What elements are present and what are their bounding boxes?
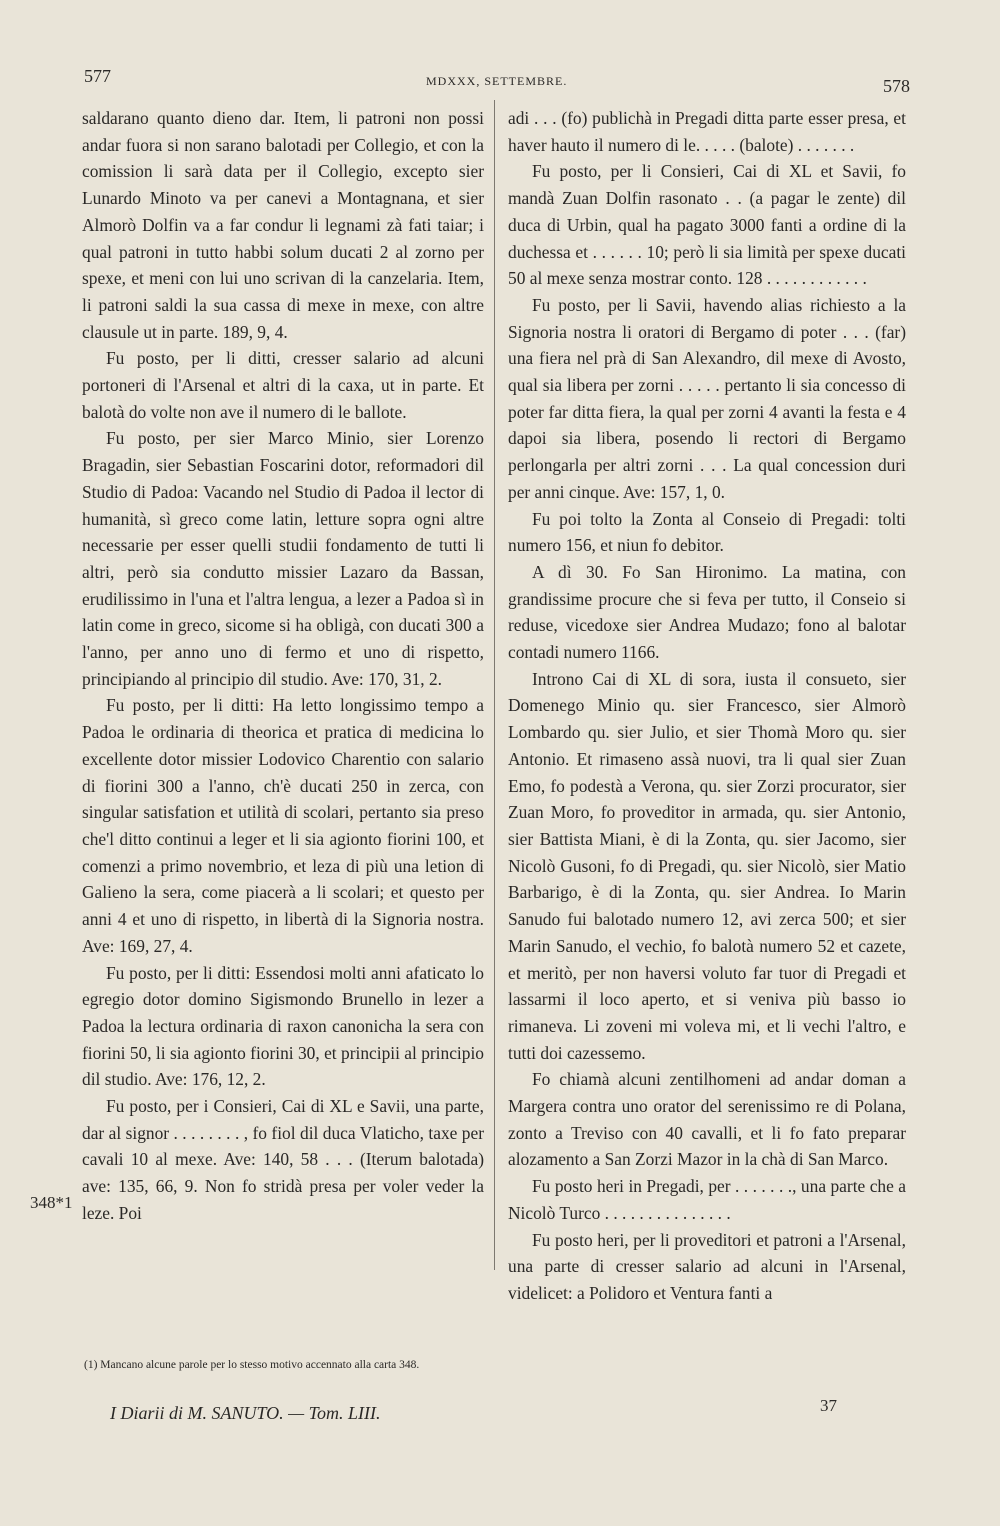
paragraph: Fu poi tolto la Zonta al Conseio di Pregadi: tolti numero 156, et niun fo debitor. <box>508 508 906 556</box>
footer-title: I Diarii di M. SANUTO. — Tom. LIII. <box>110 1403 381 1423</box>
paragraph: Fu posto, per li Consieri, Cai di XL et Savii, fo mandà Zuan Dolfin rasonato . . (a pagar le zente) dil duca di Urbin, qual ha pagato 3000 fanti a ordine di la duchessa et . . . . . . 10; però li sia limità per spexe ducati 50 al mexe senza mostrar conto. 128 . . . . . . . . . . . . <box>508 161 906 289</box>
paragraph: Fu posto, per li ditti: Essendosi molti anni afaticato lo egregio dotor domino Sigismondo Brunello in lezer a Padoa la lectura ordinaria di raxon canonicha la sera con fiorini 50, li sia agionto fiorini 30, et principii al principio dil studio. Ave: 176, 12, 2. <box>82 962 484 1090</box>
column-divider <box>494 100 495 1270</box>
paragraph: Fu posto heri, per li proveditori et patroni a l'Arsenal, una parte di cresser salario ad alcuni in l'Arsenal, videlicet: a Polidoro et Ventura fanti a <box>508 1229 906 1303</box>
paragraph: Fu posto, per i Consieri, Cai di XL e Savii, una parte, dar al signor . . . . . . . . , fo fiol dil duca Vlaticho, taxe per cavali 10 al mexe. Ave: 140, 58 . . . (Iterum balotada) ave: 135, 66, 9. Non fo stridà presa per voler veder la leze. Poi <box>82 1096 484 1223</box>
right-column <box>508 105 906 1307</box>
paragraph: Fu posto, per li Savii, havendo alias richiesto a la Signoria nostra li oratori di Bergamo di poter . . . (far) una fiera nel prà di San Alexandro, dil mexe di Avosto, qual sia libera per zorni . . . . . pertanto li sia concesso di poter far ditta fiera, la qual per zorni 4 avanti la festa e 4 dapoi sia libera, posendo li rectori di Bergamo perlongarla per altri zorni . . . La qual concession duri per anni cinque. Ave: 157, 1, 0. <box>508 294 906 502</box>
left-page-number: 577 <box>84 66 111 86</box>
right-page-number: 578 <box>883 76 910 96</box>
paragraph: saldarano quanto dieno dar. Item, li patroni non possi andar fuora si non sarano balotadi per Collegio, et con la comission li sarà data per il Collegio, excepto sier Lunardo Minoto va per canevi a Montagnana, et sier Almorò Dolfin va a far condur li legnami zà fati taiar; i qual patroni in tutto habbi solum ducati 2 al zorno per spexe, et meni con lui uno scrivan di la canzelaria. Item, li patroni saldi la sua cassa di mexe in mexe, con altre clausule ut in parte. 189, 9, 4. <box>82 108 484 342</box>
page-header <box>84 66 910 96</box>
paragraph: Fu posto heri in Pregadi, per . . . . . . ., una parte che a Nicolò Turco . . . . . . . . . . . . . . . <box>508 1176 906 1223</box>
paragraph: Fu posto, per li ditti, cresser salario ad alcuni portoneri di l'Arsenal et altri di la caxa, ut in parte. Et balotà do volte non ave il numero di le ballote. <box>82 348 484 422</box>
paragraph: Fo chiamà alcuni zentilhomeni ad andar doman a Margera contra uno orator del serenissimo re di Polana, zonto a Treviso con 40 cavalli, et li fo fato preparar alozamento a San Zorzi Mazor in la chà di San Marco. <box>508 1069 906 1170</box>
margin-note: 348*1 <box>30 1193 73 1212</box>
paragraph: A dì 30. Fo San Hironimo. La matina, con grandissime procure che si feva per tutto, il Conseio si reduse, vicedoxe sier Andrea Mudazo; fono al balotar contadi numero 1166. <box>508 561 906 663</box>
signature-mark: 37 <box>820 1396 837 1415</box>
paragraph: Fu posto, per li ditti: Ha letto longissimo tempo a Padoa le ordinaria di theorica et pratica di medicina lo excellente dotor missier Lodovico Charentio con salario di fiorini 300 a l'anno, ch'è ducati 250 in zerca, con singular satisfation et utilità di scolari, pertanto sia preso che'l ditto continui a leger et li sia agionto fiorini 100, et comenzi a primo novembrio, et leza di più una letion di Galieno la sera, come piacerà a li scolari; et questo per anni 4 et uno di rispetto, in libertà di la Signoria nostra. Ave: 169, 27, 4. <box>82 695 484 956</box>
running-head: MDXXX, SETTEMBRE. <box>426 74 568 88</box>
paragraph: adi . . . (fo) publichà in Pregadi ditta parte esser presa, et haver hauto il numero di le. . . . . (balote) . . . . . . . <box>508 108 906 155</box>
footnote: (1) Mancano alcune parole per lo stesso motivo accennato alla carta 348. <box>84 1359 420 1371</box>
paragraph: Introno Cai di XL di sora, iusta il consueto, sier Domenego Minio qu. sier Francesco, sier Almorò Lombardo qu. sier Julio, et sier Thomà Moro qu. sier Antonio. Et rimaseno assà nuovi, tra li qual sier Zuan Emo, fo podestà a Verona, qu. sier Zorzi procurator, sier Zuan Moro, fo proveditor in armada, qu. sier Antonio, sier Battista Miani, è di la Zonta, qu. sier Jacomo, sier Nicolò Gusoni, fo di Pregadi, qu. sier Nicolò, sier Matio Barbarigo, è di la Zonta, qu. sier Andrea. Io Marin Sanudo fui balotado numero 12, avi zerca 500; et sier Marin Sanudo, el vechio, fo balotà numero 52 et cazete, et meritò, per non haversi voluto far tuor di Pregadi et lassarmi il loco aperto, et si veniva più basso io rimaneva. Li zoveni mi voleva mi, et li vechi l'altro, e tutti doi cazessemo. <box>508 668 906 1063</box>
left-column <box>82 105 484 1227</box>
paragraph: Fu posto, per sier Marco Minio, sier Lorenzo Bragadin, sier Sebastian Foscarini dotor, reformadori dil Studio di Padoa: Vacando nel Studio di Padoa il lector di humanità, sì greco come latin, letture sopra ogni altre necessarie per esser quelli studii fondamento de tutti li altri, però sia condutto missier Lazaro da Bassan, erudilissimo in l'una et l'altra lengua, a lezer a Padoa sì in latin come in greco, sicome si ha obligà, con ducati 300 a l'anno, per anno uno di fermo et uno di rispetto, principiando al principio dil studio. Ave: 170, 31, 2. <box>82 428 484 689</box>
